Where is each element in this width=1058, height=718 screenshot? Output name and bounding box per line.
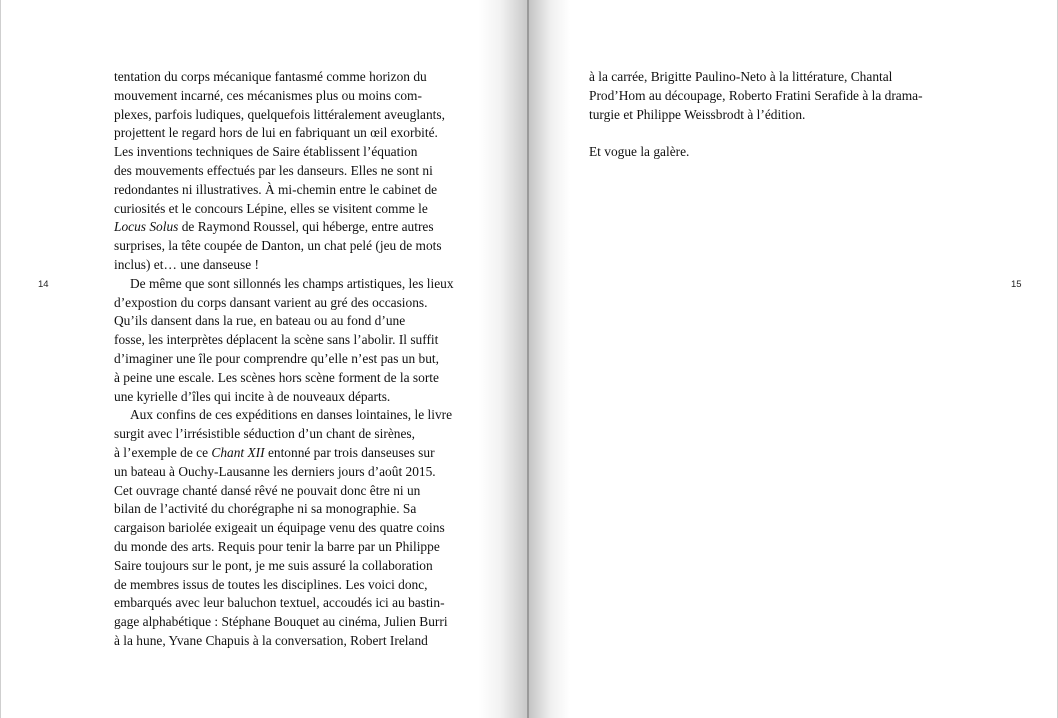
text-segment: turgie et Philippe Weissbrodt à l’édition.	[589, 106, 806, 122]
text-segment: curiosités et le concours Lépine, elles se visitent comme le	[114, 200, 428, 216]
text-segment: Saire toujours sur le pont, je me suis assuré la collaboration	[114, 557, 433, 573]
text-segment: fosse, les interprètes déplacent la scène sans l’abolir. Il suffit	[114, 332, 439, 348]
text-line	[114, 350, 474, 369]
text-line	[114, 143, 474, 162]
text-line	[589, 143, 949, 162]
text-line	[114, 519, 474, 538]
text-segment: Et vogue la galère.	[589, 144, 690, 160]
text-line	[114, 463, 474, 482]
text-line	[114, 124, 474, 143]
text-line	[114, 218, 474, 237]
text-line	[114, 482, 474, 501]
text-line	[114, 312, 474, 331]
text-segment: de Raymond Roussel, qui héberge, entre autres	[178, 219, 434, 235]
left-page-body-text	[114, 68, 474, 651]
text-segment: Qu’ils dansent dans la rue, en bateau ou au fond d’une	[114, 313, 406, 329]
text-line	[589, 68, 949, 87]
text-segment: à l’exemple de ce	[114, 444, 212, 460]
center-fold	[527, 0, 529, 718]
right-gutter-shadow	[528, 0, 570, 718]
text-segment: à la hune, Yvane Chapuis à la conversation, Robert Ireland	[114, 632, 428, 648]
text-segment: Aux confins de ces expéditions en danses lointaines, le livre	[130, 407, 453, 423]
italic-title: Chant XII	[211, 444, 265, 460]
text-segment: tentation du corps mécanique fantasmé comme horizon du	[114, 69, 427, 84]
text-segment: à la carrée, Brigitte Paulino-Neto à la littérature, Chantal	[589, 69, 893, 84]
text-line	[114, 500, 474, 519]
text-segment: inclus) et… une danseuse !	[114, 256, 260, 272]
text-segment: de membres issus de toutes les disciplines. Les voici donc,	[114, 576, 428, 592]
text-line	[114, 331, 474, 350]
text-segment: surprises, la tête coupée de Danton, un chat pelé (jeu de mots	[114, 238, 442, 254]
text-segment: redondantes ni illustratives. À mi-chemin entre le cabinet de	[114, 181, 438, 197]
text-segment: projettent le regard hors de lui en fabriquant un œil exorbité.	[114, 125, 438, 141]
text-line	[114, 294, 474, 313]
page-number-right: 15	[1011, 279, 1022, 290]
text-segment: Les inventions techniques de Saire établissent l’équation	[114, 144, 418, 160]
text-segment: un bateau à Ouchy-Lausanne les derniers jours d’août 2015.	[114, 463, 436, 479]
text-segment: à peine une escale. Les scènes hors scène forment de la sorte	[114, 369, 439, 385]
text-line	[114, 256, 474, 275]
right-page-body-text	[589, 68, 949, 162]
text-line	[114, 538, 474, 557]
page-number-left: 14	[38, 279, 49, 290]
text-line	[114, 369, 474, 388]
text-line	[589, 106, 949, 125]
text-line	[114, 237, 474, 256]
text-line	[114, 613, 474, 632]
text-line	[114, 632, 474, 651]
blank-line	[589, 124, 949, 143]
text-line	[114, 557, 474, 576]
text-line	[114, 106, 474, 125]
text-segment: entonné par trois danseuses sur	[264, 444, 435, 460]
text-segment: d’expostion du corps dansant varient au gré des occasions.	[114, 294, 428, 310]
text-segment: d’imaginer une île pour comprendre qu’elle n’est pas un but,	[114, 350, 439, 366]
text-segment: embarqués avec leur baluchon textuel, accoudés ici au bastin-	[114, 595, 445, 611]
text-line	[114, 87, 474, 106]
text-segment: cargaison bariolée exigeait un équipage venu des quatre coins	[114, 520, 445, 536]
text-line	[114, 425, 474, 444]
text-segment: mouvement incarné, ces mécanismes plus ou moins com-	[114, 87, 422, 103]
text-segment: du monde des arts. Requis pour tenir la barre par un Philippe	[114, 538, 440, 554]
left-gutter-shadow	[478, 0, 528, 718]
text-line	[114, 68, 474, 87]
text-segment: gage alphabétique : Stéphane Bouquet au cinéma, Julien Burri	[114, 614, 448, 630]
italic-title: Locus Solus	[114, 219, 179, 235]
text-line	[114, 200, 474, 219]
text-segment: des mouvements effectués par les danseurs. Elles ne sont ni	[114, 162, 433, 178]
text-segment: Prod’Hom au découpage, Roberto Fratini Serafide à la drama-	[589, 87, 923, 103]
text-line	[114, 388, 474, 407]
text-segment: surgit avec l’irrésistible séduction d’un chant de sirènes,	[114, 426, 415, 442]
text-line	[114, 406, 474, 425]
text-line	[114, 162, 474, 181]
text-line	[114, 275, 474, 294]
text-line	[589, 87, 949, 106]
text-segment: une kyrielle d’îles qui incite à de nouveaux départs.	[114, 388, 391, 404]
text-segment: bilan de l’activité du chorégraphe ni sa monographie. Sa	[114, 501, 417, 517]
text-line	[114, 594, 474, 613]
text-segment: De même que sont sillonnés les champs artistiques, les lieux	[130, 275, 454, 291]
text-line	[114, 181, 474, 200]
text-segment: plexes, parfois ludiques, quelquefois littéralement aveuglants,	[114, 106, 445, 122]
text-line	[114, 576, 474, 595]
text-segment: Cet ouvrage chanté dansé rêvé ne pouvait donc être ni un	[114, 482, 421, 498]
text-line	[114, 444, 474, 463]
